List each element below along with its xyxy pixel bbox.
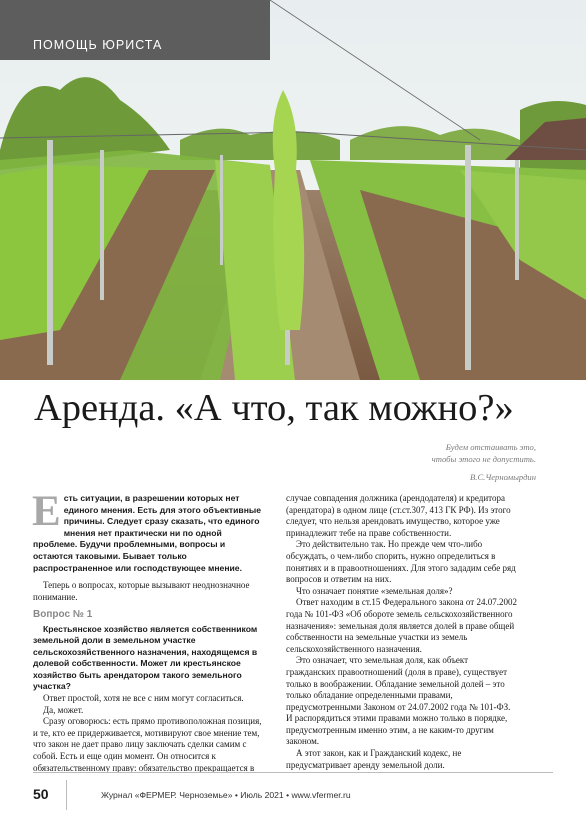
footer-rule — [33, 772, 553, 773]
page-number: 50 — [33, 786, 49, 802]
footer-divider — [66, 780, 67, 810]
dropcap: Е — [32, 488, 61, 535]
epigraph — [432, 441, 536, 483]
paragraph: Это означает, что земельная доля, как объект гражданских правоотношений (доля в праве), существует только в воображении. Обладание земельной долей – это только обладание определенными правами, предусмотренными Законом от 24.07.2002 года № 101-ФЗ. И распорядиться этими правами можно только в порядке, предусмотренным именно этим, а не каким-то другим законом. — [286, 655, 511, 747]
epigraph-line-1: Будем отстаивать это, — [445, 442, 536, 452]
lead-paragraph — [32, 488, 265, 574]
epigraph-line-2: чтобы этого не допустить. — [431, 454, 536, 464]
paragraph: А этот закон, как и Гражданский кодекс, не предусматривает аренду земельной доли. — [286, 748, 462, 770]
article-title: Аренда. «А что, так можно?» — [34, 387, 514, 429]
section-tag: ПОМОЩЬ ЮРИСТА — [0, 0, 270, 60]
question-heading: Вопрос № 1 — [33, 609, 93, 621]
paragraph: Теперь о вопросах, которые вызывают неоднозначное понимание. — [33, 580, 250, 602]
question-text: Крестьянское хозяйство является собственником земельной доли в земельном участке сельскохозяйственного назначения, находящемся в долевой собственности. Может ли крестьянское хозяйство быть арендатором такого земельного участка? — [33, 623, 258, 692]
paragraph: Это действительно так. Но прежде чем что-либо обсуждать, о чем-либо спорить, нужно определиться в понятиях и в правоотношениях. Для этого зададим себе ряд вопросов и ответим на них. — [286, 539, 516, 585]
epigraph-author: В.С.Черномырдин — [470, 472, 536, 482]
paragraph: Да, может. — [43, 704, 84, 715]
paragraph: Ответ находим в ст.15 Федерального закона от 24.07.2002 года № 101-ФЗ «Об обороте земель сельскохозяйственного назначения»: земельная доля является долей в праве общей собственности на земельные участки из земель сельскохозяйственного назначения. — [286, 597, 517, 654]
journal-info: Журнал «ФЕРМЕР. Черноземье» • Июль 2021 • www.vfermer.ru — [101, 790, 351, 800]
right-column — [286, 493, 518, 771]
page-footer — [0, 772, 586, 820]
lead-text: сть ситуации, в разрешении которых нет единого мнения. Есть для этого объективные причины. Следует сразу сказать, что единого мнения нет практически ни по одной проблеме. Будучи проблемными, вопросы и остаются таковыми. Бывает только распространенное или господствующее мнение. — [33, 493, 261, 573]
paragraph: Сразу оговорюсь: есть прямо противоположная позиция, и те, кто ее придерживается, мотивируют свое мнение тем, что закон не дает право лицу заключать сделки самим с собой. Есть и еще один момент. Он относится к обязательственному праву: обязательство прекращается в — [33, 716, 262, 773]
paragraph: Ответ простой, хотя не все с ним могут согласиться. — [43, 692, 244, 703]
left-column — [32, 488, 265, 774]
paragraph: случае совпадения должника (арендодателя) и кредитора (арендатора) в одном лице (ст.ст.307, 413 ГК РФ). Из этого следует, что нельзя арендовать имущество, которое уже принадлежит тебе на праве собственности. — [286, 493, 511, 538]
paragraph: Что означает понятие «земельная доля»? — [296, 585, 453, 596]
